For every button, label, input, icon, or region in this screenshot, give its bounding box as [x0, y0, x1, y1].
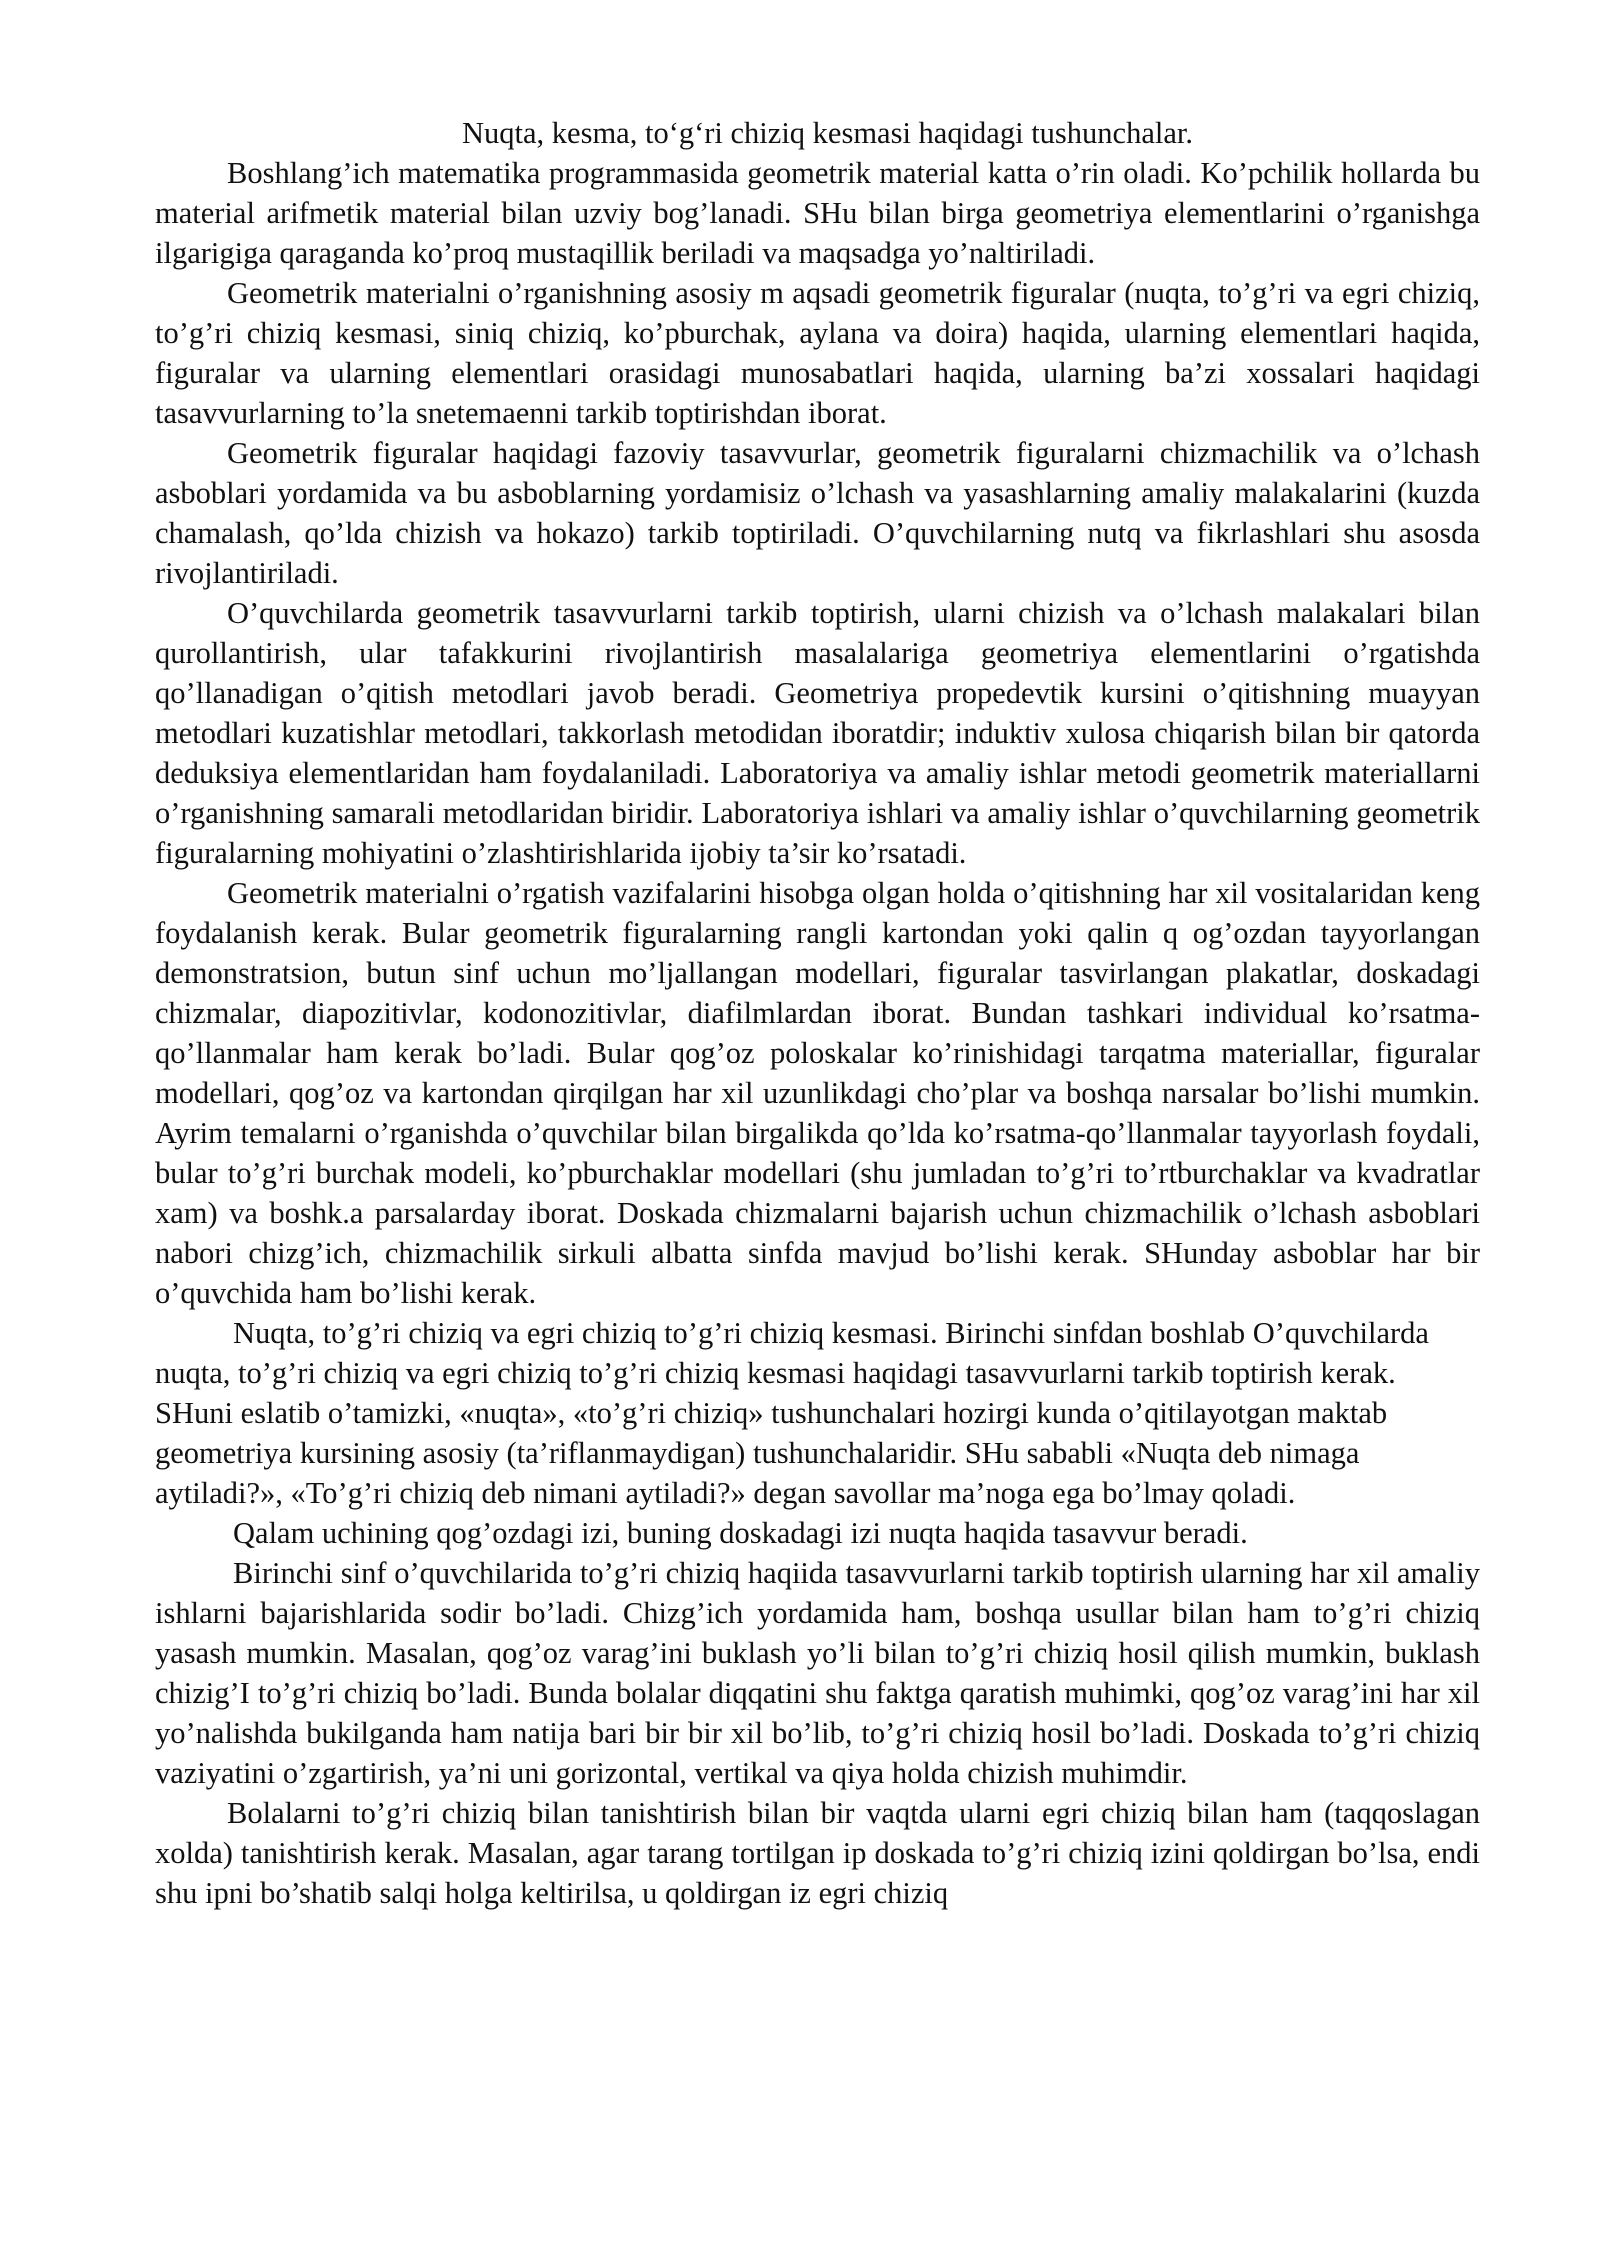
paragraph-3: Geometrik figuralar haqidagi fazoviy tasavvurlar, geometrik figuralarni chizmachilik va o’lchash asboblari yordamida va bu asboblarning yordamisiz o’lchash va yasashlarning amaliy malakalarini (kuzda chamalash, qo’lda chizish va hokazo) tarkib toptiriladi. O’quvchilarning nutq va fikrlashlari shu asosda rivojlantiriladi.: [155, 436, 1480, 590]
paragraph-1: Boshlang’ich matematika programmasida geometrik material katta o’rin oladi. Ko’pchilik hollarda bu material arifmetik material bilan uzviy bog’lanadi. SHu bilan birga geometriya elementlarini o’rganishga ilgarigiga qaraganda ko’proq mustaqillik beriladi va maqsadga yo’naltiriladi.: [155, 156, 1480, 270]
paragraph-2: Geometrik materialni o’rganishning asosiy m aqsadi geometrik figuralar (nuqta, to’g’ri va egri chiziq, to’g’ri chiziq kesmasi, siniq chiziq, ko’pburchak, aylana va doira) haqida, ularning elementlari haqida, figuralar va ularning elementlari orasidagi munosabatlari haqida, ularning ba’zi xossalari haqidagi tasavvurlarning to’la snetemaenni tarkib toptirishdan iborat.: [155, 276, 1480, 430]
paragraph-8: Birinchi sinf o’quvchilarida to’g’ri chiziq haqiida tasavvurlarni tarkib toptirish ularning har xil amaliy ishlarni bajarishlarida sodir bo’ladi. Chizg’ich yordamida ham, boshqa usullar bilan ham to’g’ri chiziq yasash mumkin. Masalan, qog’oz varag’ini buklash yo’li bilan to’g’ri chiziq hosil qilish mumkin, buklash chizig’I to’g’ri chiziq bo’ladi. Bunda bolalar diqqatini shu faktga qaratish muhimki, qog’oz varag’ini har xil yo’nalishda bukilganda ham natija bari bir bir xil bo’lib, to’g’ri chiziq hosil bo’ladi. Doskada to’g’ri chiziq vaziyatini o’zgartirish, ya’ni uni gorizontal, vertikal va qiya holda chizish muhimdir.: [155, 1556, 1480, 1790]
paragraph-6: Nuqta, to’g’ri chiziq va egri chiziq to’g’ri chiziq kesmasi. Birinchi sinfdan boshlab O’quvchilarda nuqta, to’g’ri chiziq va egri chiziq to’g’ri chiziq kesmasi haqidagi tasavvurlarni tarkib toptirish kerak. SHuni eslatib o’tamizki, «nuqta», «to’g’ri chiziq» tushunchalari hozirgi kunda o’qitilayotgan maktab geometriya kursining asosiy (ta’riflanmaydigan) tushunchalaridir. SHu sababli «Nuqta deb nimaga aytiladi?», «To’g’ri chiziq deb nimani aytiladi?» degan savollar ma’noga ega bo’lmay qoladi.: [155, 1316, 1429, 1510]
paragraph-5: Geometrik materialni o’rgatish vazifalarini hisobga olgan holda o’qitishning har xil vositalaridan keng foydalanish kerak. Bular geometrik figuralarning rangli kartondan yoki qalin q og’ozdan tayyorlangan demonstratsion, butun sinf uchun mo’ljallangan modellari, figuralar tasvirlangan plakatlar, doskadagi chizmalar, diapozitivlar, kodonozitivlar, diafilmlardan iborat. Bundan tashkari individual ko’rsatma-qo’llanmalar ham kerak bo’ladi. Bular qog’oz poloskalar ko’rinishidagi tarqatma materiallar, figuralar modellari, qog’oz va kartondan qirqilgan har xil uzunlikdagi cho’plar va boshqa narsalar bo’lishi mumkin. Ayrim temalarni o’rganishda o’quvchilar bilan birgalikda qo’lda ko’rsatma-qo’llanmalar tayyorlash foydali, bular to’g’ri burchak modeli, ko’pburchaklar modellari (shu jumladan to’g’ri to’rtburchaklar va kvadratlar xam) va boshk.a parsalarday iborat. Doskada chizmalarni bajarish uchun chizmachilik o’lchash asboblari nabori chizg’ich, chizmachilik sirkuli albatta sinfda mavjud bo’lishi kerak. SHunday asboblar har bir o’quvchida ham bo’lishi kerak.: [155, 876, 1480, 1310]
paragraph-9: Bolalarni to’g’ri chiziq bilan tanishtirish bilan bir vaqtda ularni egri chiziq bilan ham (taqqoslagan xolda) tanishtirish kerak. Masalan, agar tarang tortilgan ip doskada to’g’ri chiziq izini qoldirgan bo’lsa, endi shu ipni bo’shatib salqi holga keltirilsa, u qoldirgan iz egri chiziq: [155, 1796, 1480, 1910]
document-page: [155, 113, 1480, 1913]
document-title: Nuqta, kesma, to‘g‘ri chiziq kesmasi haqidagi tushunchalar.: [462, 116, 1193, 150]
paragraph-4: O’quvchilarda geometrik tasavvurlarni tarkib toptirish, ularni chizish va o’lchash malakalari bilan qurollantirish, ular tafakkurini rivojlantirish masalalariga geometriya elementlarini o’rgatishda qo’llanadigan o’qitish metodlari javob beradi. Geometriya propedevtik kursini o’qitishning muayyan metodlari kuzatishlar metodlari, takkorlash metodidan iboratdir; induktiv xulosa chiqarish bilan bir qatorda deduksiya elementlaridan ham foydalaniladi. Laboratoriya va amaliy ishlar metodi geometrik materiallarni o’rganishning samarali metodlaridan biridir. Laboratoriya ishlari va amaliy ishlar o’quvchilarning geometrik figuralarning mohiyatini o’zlashtirishlarida ijobiy ta’sir ko’rsatadi.: [155, 596, 1480, 870]
paragraph-7: Qalam uchining qog’ozdagi izi, buning doskadagi izi nuqta haqida tasavvur beradi.: [233, 1516, 1248, 1550]
